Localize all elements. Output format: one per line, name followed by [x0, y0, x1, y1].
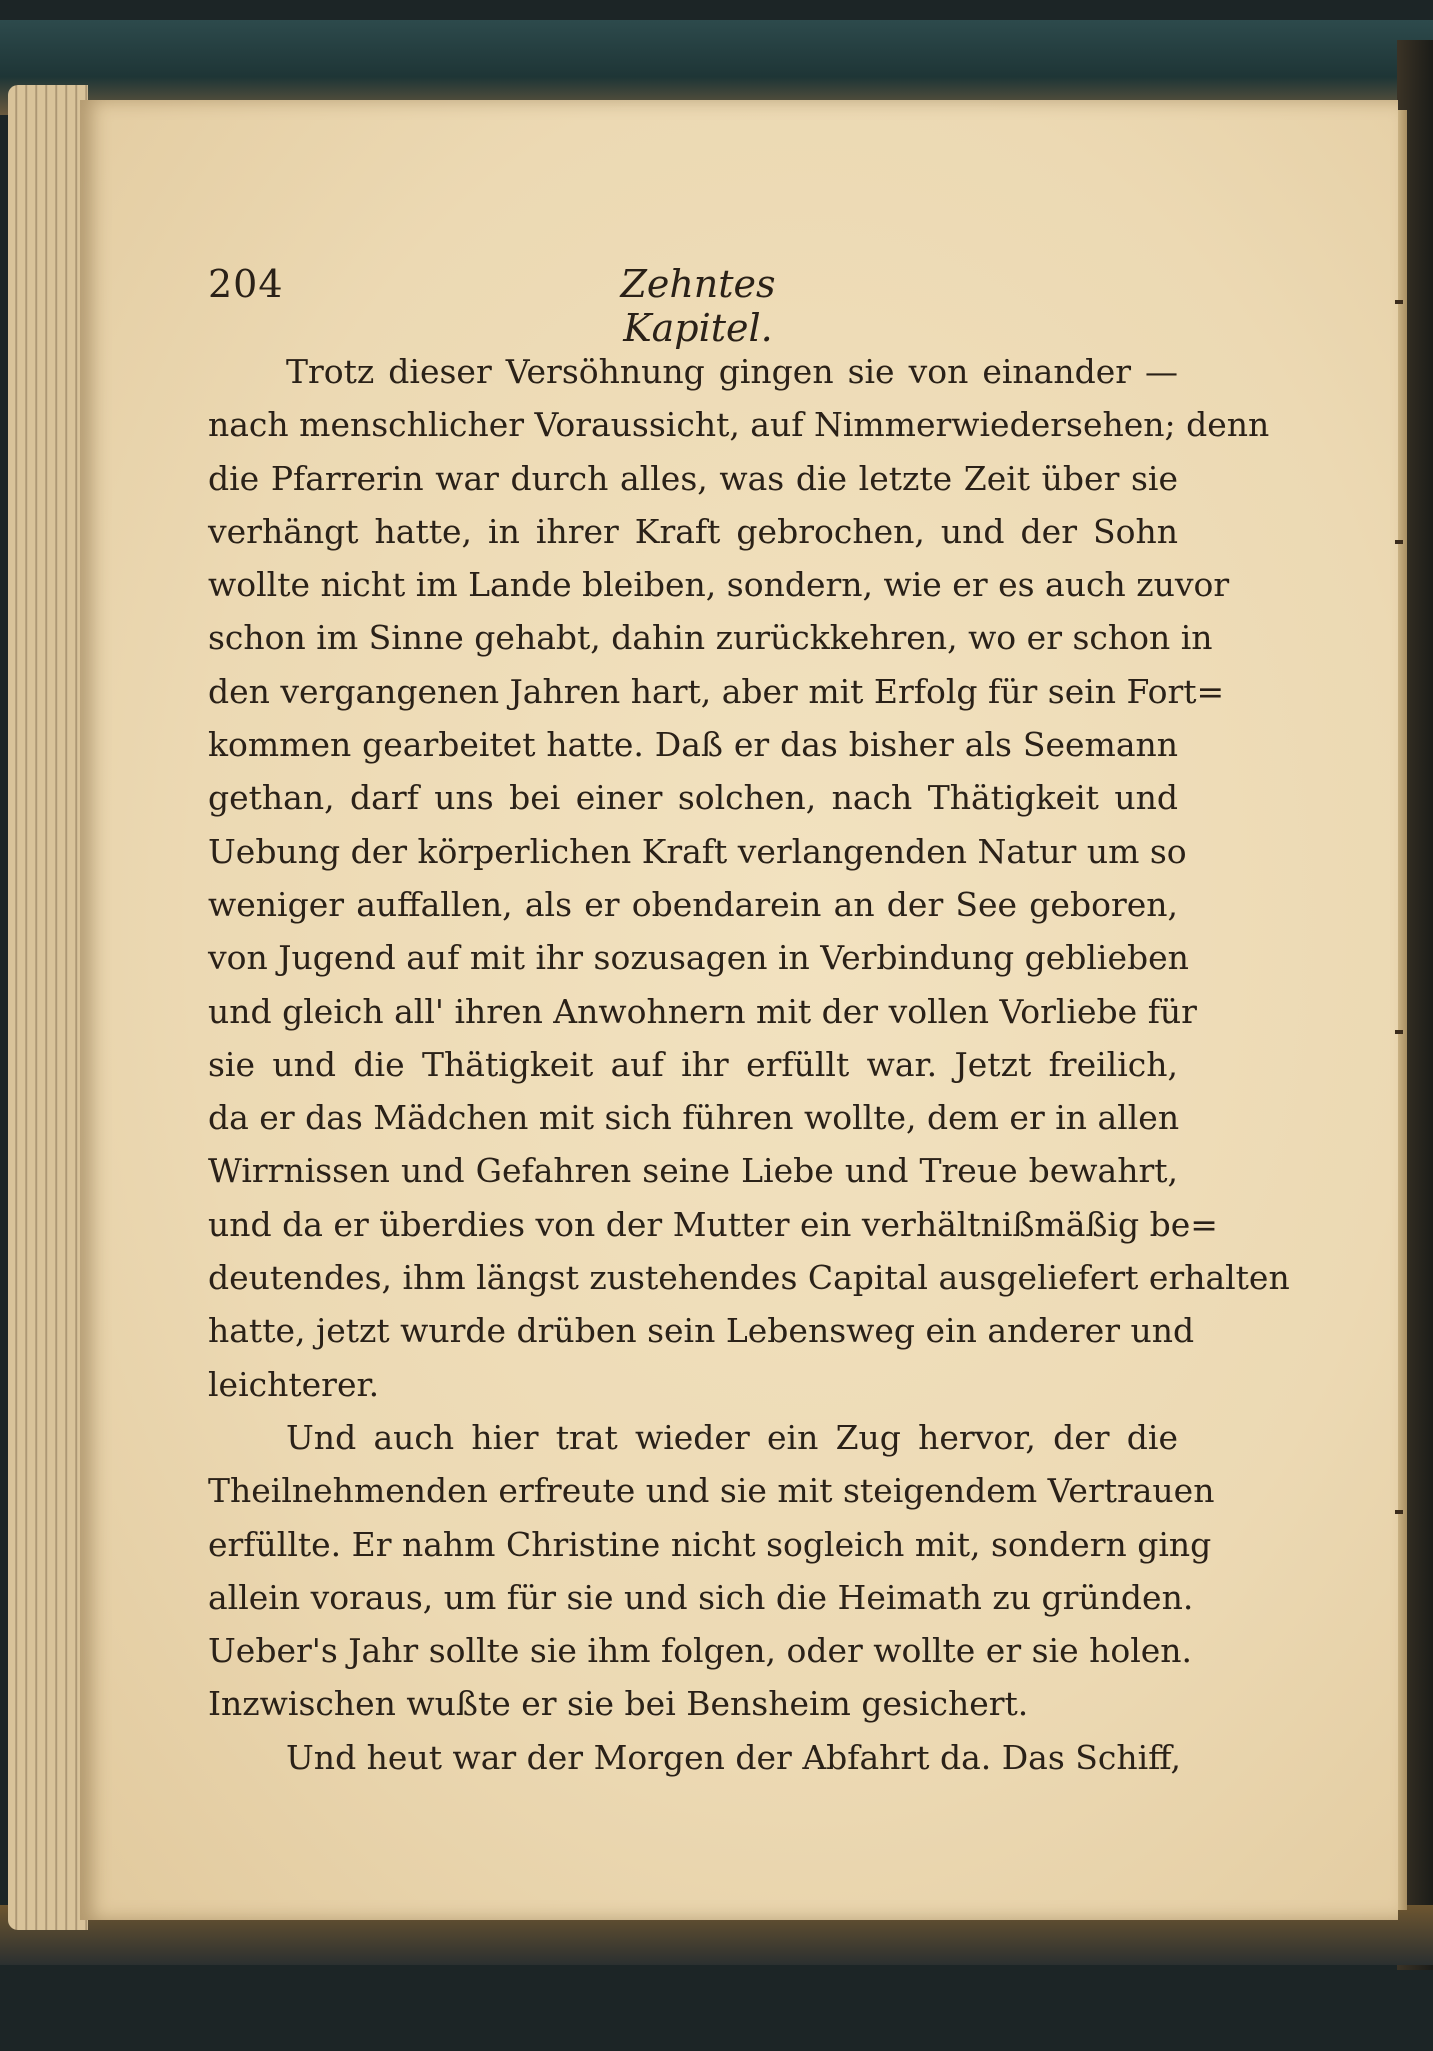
- text-line: Und auch hier trat wieder ein Zug hervor, der die: [286, 1417, 1178, 1457]
- text-line: Inzwischen wußte er sie bei Bensheim gesichert.: [208, 1684, 1029, 1724]
- text-line: und da er überdies von der Mutter ein verhältnißmäßig be=: [208, 1204, 1218, 1244]
- text-line: Uebung der körperlichen Kraft verlangenden Natur um so: [208, 831, 1187, 871]
- text-line: allein voraus, um für sie und sich die Heimath zu gründen.: [208, 1577, 1194, 1617]
- text-line: Theilnehmenden erfreute und sie mit steigendem Vertrauen: [208, 1471, 1215, 1511]
- text-line: den vergangenen Jahren hart, aber mit Erfolg für sein Fort=: [208, 671, 1225, 711]
- text-line: deutendes, ihm längst zustehendes Capital ausgeliefert erhalten: [208, 1258, 1290, 1298]
- text-line: von Jugend auf mit ihr sozusagen in Verbindung geblieben: [208, 938, 1189, 978]
- text-line: schon im Sinne gehabt, dahin zurückkehren, wo er schon in: [208, 618, 1213, 658]
- margin-mark: [1395, 1030, 1403, 1034]
- text-line: erfüllte. Er nahm Christine nicht sogleich mit, sondern ging: [208, 1524, 1212, 1564]
- text-line: gethan, darf uns bei einer solchen, nach Thätigkeit und: [208, 778, 1178, 818]
- text-line: leichterer.: [208, 1364, 380, 1404]
- text-line: nach menschlicher Voraussicht, auf Nimmerwiedersehen; denn: [208, 405, 1270, 445]
- text-line: die Pfarrerin war durch alles, was die letzte Zeit über sie: [208, 458, 1178, 498]
- chapter-title: Zehntes Kapitel.: [620, 262, 776, 350]
- text-line: hatte, jetzt wurde drüben sein Lebensweg ein anderer und: [208, 1311, 1195, 1351]
- margin-mark: [1395, 540, 1403, 544]
- margin-marks: [1395, 280, 1415, 1780]
- text-line: wollte nicht im Lande bleiben, sondern, wie er es auch zuvor: [208, 565, 1230, 605]
- page-edges: [8, 85, 88, 1930]
- text-line: Und heut war der Morgen der Abfahrt da. Das Schiff,: [286, 1737, 1181, 1777]
- text-line: sie und die Thätigkeit auf ihr erfüllt war. Jetzt freilich,: [208, 1044, 1178, 1084]
- page-number: 204: [208, 262, 284, 306]
- margin-mark: [1395, 300, 1403, 304]
- text-line: weniger auffallen, als er obendarein an der See geboren,: [208, 884, 1178, 924]
- body-text: [208, 345, 1290, 1784]
- text-line: Trotz dieser Versöhnung gingen sie von einander —: [286, 352, 1178, 391]
- text-line: da er das Mädchen mit sich führen wollte, dem er in allen: [208, 1098, 1180, 1138]
- text-line: und gleich all' ihren Anwohnern mit der vollen Vorliebe für: [208, 991, 1197, 1031]
- text-line: kommen gearbeitet hatte. Daß er das bisher als Seemann: [208, 725, 1178, 765]
- text-line: verhängt hatte, in ihrer Kraft gebrochen, und der Sohn: [208, 511, 1178, 551]
- text-line: Ueber's Jahr sollte sie ihm folgen, oder wollte er sie holen.: [208, 1631, 1193, 1671]
- page-header: [208, 262, 1178, 350]
- text-line: Wirrnissen und Gefahren seine Liebe und Treue bewahrt,: [208, 1151, 1178, 1191]
- margin-mark: [1395, 1510, 1403, 1514]
